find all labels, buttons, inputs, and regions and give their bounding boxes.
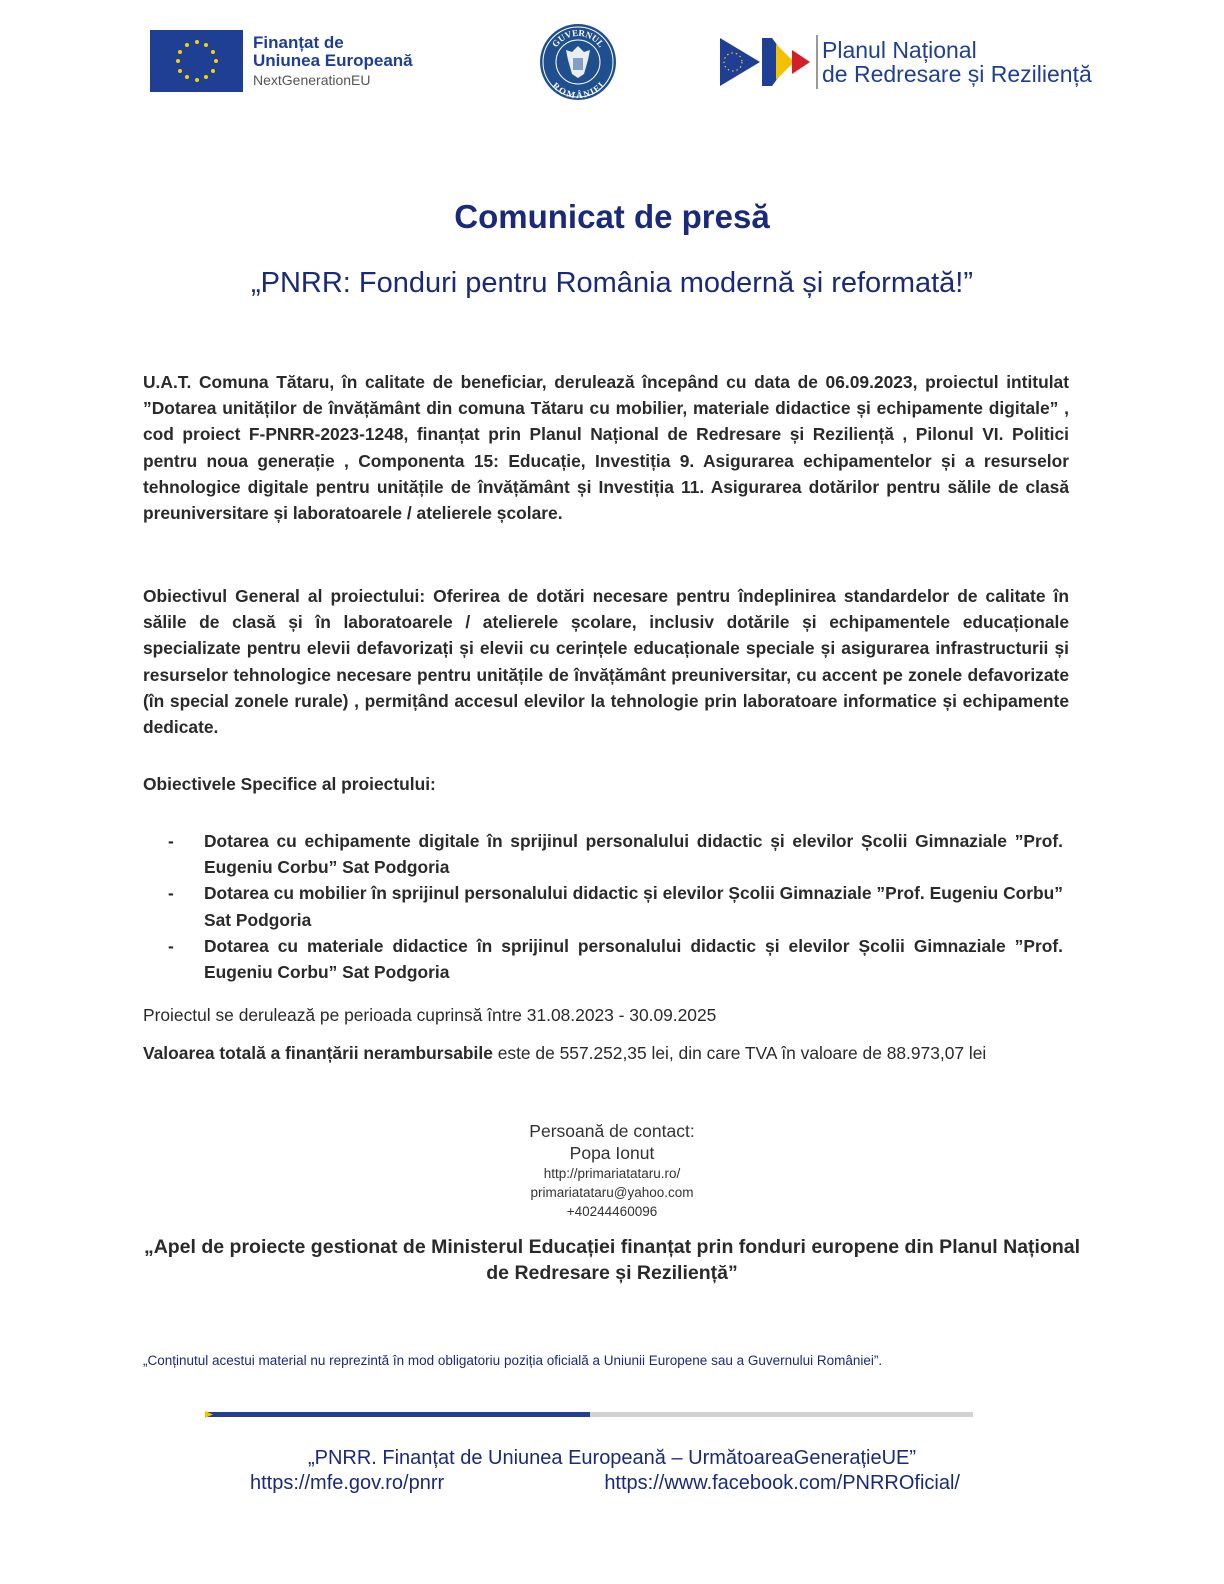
call-statement: „Apel de proiecte gestionat de Ministerul Educației finanțat prin fonduri europene din Planul Național de Redresare și Reziliență” [143, 1236, 1081, 1284]
list-item [143, 880, 1063, 932]
eu-star-icon [204, 75, 208, 79]
gov-seal-bottom-text: ROMÂNIEI [550, 80, 606, 101]
eu-flag-icon [150, 30, 243, 92]
list-item [143, 933, 1063, 985]
eu-star-icon [195, 40, 199, 44]
contact-label: Persoană de contact: [529, 1121, 695, 1141]
list-item-text: Dotarea cu mobilier în sprijinul personalului didactic și elevilor Școlii Gimnaziale ”Prof. Eugeniu Corbu” Sat Podgoria [204, 883, 1063, 930]
list-bullet: - [168, 935, 174, 956]
eu-logo-line3: NextGenerationEU [253, 72, 371, 88]
funding-value-paragraph [143, 1040, 1069, 1066]
eu-star-icon [185, 75, 189, 79]
page-title: Comunicat de presă [454, 198, 770, 235]
pnrr-logo-line1: Planul Național [822, 36, 977, 63]
page-subtitle: „PNRR: Fonduri pentru România modernă și reformată!” [250, 267, 974, 299]
list-item-text: Dotarea cu echipamente digitale în sprijinul personalului didactic și elevilor Școlii Gimnaziale ”Prof. Eugeniu Corbu” Sat Podgoria [204, 831, 1063, 878]
list-bullet: - [168, 883, 174, 904]
eu-funding-logo [150, 30, 413, 92]
contact-name: Popa Ionut [569, 1143, 655, 1163]
eu-star-icon [178, 50, 182, 54]
eu-star-icon [178, 69, 182, 73]
gov-seal-top-text: GUVERNUL [549, 27, 607, 50]
specific-objectives-list [143, 828, 1063, 985]
footer-bar-fill [207, 1412, 590, 1417]
contact-email-link[interactable]: primariatataru@yahoo.com [530, 1185, 694, 1200]
eu-star-icon [204, 43, 208, 47]
romanian-government-seal-icon [538, 22, 618, 102]
disclaimer: „Conținutul acestui material nu reprezintă în mod obligatoriu poziția oficială a Uniunii Europene sau a Guvernului României”. [143, 1353, 883, 1368]
eu-star-icon [211, 50, 215, 54]
project-period: Proiectul se derulează pe perioada cuprinsă între 31.08.2023 - 30.09.2025 [143, 1005, 717, 1025]
specific-objectives-heading: Obiectivele Specifice al proiectului: [143, 774, 436, 794]
pnrr-arrows-icon [720, 36, 812, 88]
contact-phone: +40244460096 [566, 1204, 658, 1219]
pnrr-logo-line2: de Redresare și Reziliență [822, 61, 1092, 87]
list-bullet: - [168, 831, 174, 851]
footer-divider-bar [207, 1412, 973, 1417]
funding-value-text: este de 557.252,35 lei, din care TVA în valoare de 88.973,07 lei [492, 1043, 987, 1063]
eu-star-icon [195, 78, 199, 82]
contact-block [0, 1120, 1224, 1221]
pnrr-logo [720, 35, 1092, 89]
list-item-text: Dotarea cu materiale didactice în sprijinul personalului didactic și elevilor Școlii Gimnaziale ”Prof. Eugeniu Corbu” Sat Podgoria [204, 935, 1063, 983]
general-objective-paragraph: Obiectivul General al proiectului: Oferirea de dotări necesare pentru îndeplinirea standardelor de calitate în sălile de clasă și în laboratoarele / atelierele școlare, inclusiv dotările și echipamentele educaționale specializate pentru elevii defavorizați și elevii cu cerințele educaționale speciale și asigurarea infrastructurii și resurselor tehnologice necesare pentru unitățile de învățământ preuniversitar, cu accent pe zonele defavorizate (în special zonele rurale) , permițând accesul elevilor la tehnologie prin laboratoare informatice și echipamente dedicate. [143, 586, 1069, 738]
eu-star-icon [211, 69, 215, 73]
list-item [143, 828, 1063, 880]
footer-link-mfe[interactable]: https://mfe.gov.ro/pnrr [250, 1472, 445, 1494]
footer-tagline: „PNRR. Finanțat de Uniunea Europeană – UrmătoareaGenerațieUE” [307, 1447, 917, 1469]
contact-website-link[interactable]: http://primariatataru.ro/ [543, 1166, 681, 1181]
pnrr-logo-separator [816, 35, 818, 89]
eu-logo-line1: Finanțat de [253, 33, 344, 53]
eu-logo-line2: Uniunea Europeană [253, 51, 413, 71]
funding-value-label: Valoarea totală a finanțării nerambursabile [143, 1043, 493, 1063]
footer-links [250, 1472, 960, 1495]
intro-paragraph: U.A.T. Comuna Tătaru, în calitate de beneficiar, derulează începând cu data de 06.09.2023, proiectul intitulat ”Dotarea unităților de învățământ din comuna Tătaru cu mobilier, materiale didactice și echipamente digitale” , cod proiect F-PNRR-2023-1248, finanțat prin Planul Național de Redresare și Reziliență , Pilonul VI. Politici pentru noua generație , Componenta 15: Educație, Investiția 9. Asigurarea echipamentelor și a resurselor tehnologice digitale pentru unitățile de învățământ și Investiția 11. Asigurarea dotărilor pentru sălile de clasă preuniversitare și laboratoarele / atelierele școlare. [143, 372, 1069, 524]
eu-star-icon [214, 59, 218, 63]
eu-star-icon [176, 59, 180, 63]
eu-star-icon [185, 43, 189, 47]
footer-link-facebook[interactable]: https://www.facebook.com/PNRROficial/ [604, 1472, 960, 1494]
